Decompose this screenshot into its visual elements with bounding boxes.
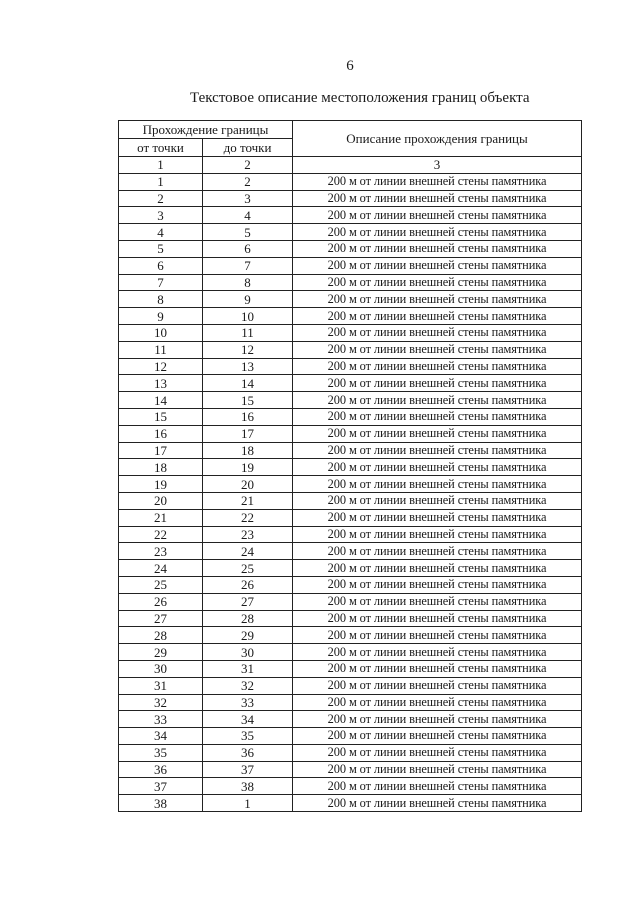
- to-point-cell: 14: [203, 375, 293, 392]
- description-cell: 200 м от линии внешней стены памятника: [293, 543, 582, 560]
- column-number-row: [119, 157, 582, 174]
- description-cell: 200 м от линии внешней стены памятника: [293, 711, 582, 728]
- description-cell: 200 м от линии внешней стены памятника: [293, 728, 582, 745]
- table-row: [119, 644, 582, 661]
- to-point-cell: 12: [203, 341, 293, 358]
- table-row: [119, 257, 582, 274]
- table-row: [119, 476, 582, 493]
- description-cell: 200 м от линии внешней стены памятника: [293, 224, 582, 241]
- description-cell: 200 м от линии внешней стены памятника: [293, 526, 582, 543]
- description-cell: 200 м от линии внешней стены памятника: [293, 308, 582, 325]
- table-row: [119, 526, 582, 543]
- from-point-cell: 24: [119, 560, 203, 577]
- description-cell: 200 м от линии внешней стены памятника: [293, 291, 582, 308]
- from-point-cell: 18: [119, 459, 203, 476]
- from-point-cell: 15: [119, 408, 203, 425]
- from-point-cell: 4: [119, 224, 203, 241]
- to-point-cell: 37: [203, 761, 293, 778]
- description-cell: 200 м от линии внешней стены памятника: [293, 694, 582, 711]
- from-point-cell: 38: [119, 795, 203, 812]
- from-point-cell: 28: [119, 627, 203, 644]
- description-cell: 200 м от линии внешней стены памятника: [293, 257, 582, 274]
- from-point-cell: 27: [119, 610, 203, 627]
- table-row: [119, 173, 582, 190]
- to-point-cell: 28: [203, 610, 293, 627]
- table-row: [119, 543, 582, 560]
- table-row: [119, 240, 582, 257]
- description-cell: 200 м от линии внешней стены памятника: [293, 173, 582, 190]
- to-point-cell: 20: [203, 476, 293, 493]
- to-point-cell: 1: [203, 795, 293, 812]
- to-point-cell: 34: [203, 711, 293, 728]
- header-from-point: от точки: [119, 139, 203, 157]
- table-body: [119, 173, 582, 811]
- description-cell: 200 м от линии внешней стены памятника: [293, 761, 582, 778]
- to-point-cell: 30: [203, 644, 293, 661]
- from-point-cell: 21: [119, 509, 203, 526]
- description-cell: 200 м от линии внешней стены памятника: [293, 274, 582, 291]
- table-row: [119, 274, 582, 291]
- table-row: [119, 761, 582, 778]
- to-point-cell: 18: [203, 442, 293, 459]
- to-point-cell: 13: [203, 358, 293, 375]
- to-point-cell: 4: [203, 207, 293, 224]
- table-row: [119, 207, 582, 224]
- to-point-cell: 29: [203, 627, 293, 644]
- description-cell: 200 м от линии внешней стены памятника: [293, 476, 582, 493]
- table-row: [119, 308, 582, 325]
- from-point-cell: 11: [119, 341, 203, 358]
- table-row: [119, 509, 582, 526]
- table-row: [119, 324, 582, 341]
- table-row: [119, 358, 582, 375]
- description-cell: 200 м от линии внешней стены памятника: [293, 240, 582, 257]
- column-number: 1: [119, 157, 203, 174]
- table-row: [119, 492, 582, 509]
- to-point-cell: 11: [203, 324, 293, 341]
- to-point-cell: 2: [203, 173, 293, 190]
- table-row: [119, 375, 582, 392]
- to-point-cell: 5: [203, 224, 293, 241]
- table-row: [119, 408, 582, 425]
- to-point-cell: 15: [203, 392, 293, 409]
- table-row: [119, 778, 582, 795]
- from-point-cell: 12: [119, 358, 203, 375]
- to-point-cell: 22: [203, 509, 293, 526]
- from-point-cell: 34: [119, 728, 203, 745]
- from-point-cell: 9: [119, 308, 203, 325]
- from-point-cell: 16: [119, 425, 203, 442]
- from-point-cell: 29: [119, 644, 203, 661]
- table-row: [119, 694, 582, 711]
- description-cell: 200 м от линии внешней стены памятника: [293, 375, 582, 392]
- header-description: Описание прохождения границы: [293, 121, 582, 157]
- from-point-cell: 35: [119, 744, 203, 761]
- to-point-cell: 26: [203, 576, 293, 593]
- description-cell: 200 м от линии внешней стены памятника: [293, 660, 582, 677]
- table-row: [119, 425, 582, 442]
- from-point-cell: 25: [119, 576, 203, 593]
- to-point-cell: 32: [203, 677, 293, 694]
- page-number: 6: [346, 58, 354, 74]
- table-row: [119, 728, 582, 745]
- to-point-cell: 25: [203, 560, 293, 577]
- from-point-cell: 19: [119, 476, 203, 493]
- description-cell: 200 м от линии внешней стены памятника: [293, 795, 582, 812]
- to-point-cell: 17: [203, 425, 293, 442]
- table-row: [119, 744, 582, 761]
- to-point-cell: 3: [203, 190, 293, 207]
- description-cell: 200 м от линии внешней стены памятника: [293, 207, 582, 224]
- description-cell: 200 м от линии внешней стены памятника: [293, 492, 582, 509]
- description-cell: 200 м от линии внешней стены памятника: [293, 627, 582, 644]
- to-point-cell: 38: [203, 778, 293, 795]
- description-cell: 200 м от линии внешней стены памятника: [293, 425, 582, 442]
- description-cell: 200 м от линии внешней стены памятника: [293, 560, 582, 577]
- from-point-cell: 22: [119, 526, 203, 543]
- from-point-cell: 23: [119, 543, 203, 560]
- from-point-cell: 5: [119, 240, 203, 257]
- description-cell: 200 м от линии внешней стены памятника: [293, 459, 582, 476]
- from-point-cell: 7: [119, 274, 203, 291]
- table-row: [119, 442, 582, 459]
- from-point-cell: 10: [119, 324, 203, 341]
- to-point-cell: 33: [203, 694, 293, 711]
- from-point-cell: 26: [119, 593, 203, 610]
- table-row: [119, 576, 582, 593]
- to-point-cell: 23: [203, 526, 293, 543]
- description-cell: 200 м от линии внешней стены памятника: [293, 677, 582, 694]
- from-point-cell: 33: [119, 711, 203, 728]
- table-row: [119, 190, 582, 207]
- from-point-cell: 31: [119, 677, 203, 694]
- to-point-cell: 36: [203, 744, 293, 761]
- document-title: Текстовое описание местоположения границ объекта: [190, 90, 530, 106]
- description-cell: 200 м от линии внешней стены памятника: [293, 442, 582, 459]
- header-to-point: до точки: [203, 139, 293, 157]
- table-row: [119, 711, 582, 728]
- description-cell: 200 м от линии внешней стены памятника: [293, 509, 582, 526]
- description-cell: 200 м от линии внешней стены памятника: [293, 744, 582, 761]
- to-point-cell: 31: [203, 660, 293, 677]
- description-cell: 200 м от линии внешней стены памятника: [293, 778, 582, 795]
- from-point-cell: 2: [119, 190, 203, 207]
- to-point-cell: 24: [203, 543, 293, 560]
- table-row: [119, 660, 582, 677]
- from-point-cell: 13: [119, 375, 203, 392]
- boundary-table: [118, 120, 582, 812]
- table-header: [119, 121, 582, 174]
- from-point-cell: 37: [119, 778, 203, 795]
- table-row: [119, 291, 582, 308]
- description-cell: 200 м от линии внешней стены памятника: [293, 576, 582, 593]
- to-point-cell: 6: [203, 240, 293, 257]
- to-point-cell: 21: [203, 492, 293, 509]
- from-point-cell: 30: [119, 660, 203, 677]
- table-row: [119, 560, 582, 577]
- table-row: [119, 459, 582, 476]
- description-cell: 200 м от линии внешней стены памятника: [293, 408, 582, 425]
- table-row: [119, 677, 582, 694]
- from-point-cell: 8: [119, 291, 203, 308]
- header-boundary-passage: Прохождение границы: [119, 121, 293, 139]
- table-row: [119, 392, 582, 409]
- from-point-cell: 3: [119, 207, 203, 224]
- from-point-cell: 14: [119, 392, 203, 409]
- description-cell: 200 м от линии внешней стены памятника: [293, 392, 582, 409]
- from-point-cell: 6: [119, 257, 203, 274]
- table-row: [119, 627, 582, 644]
- to-point-cell: 19: [203, 459, 293, 476]
- description-cell: 200 м от линии внешней стены памятника: [293, 593, 582, 610]
- from-point-cell: 32: [119, 694, 203, 711]
- description-cell: 200 м от линии внешней стены памятника: [293, 358, 582, 375]
- column-number: 3: [293, 157, 582, 174]
- from-point-cell: 1: [119, 173, 203, 190]
- description-cell: 200 м от линии внешней стены памятника: [293, 190, 582, 207]
- to-point-cell: 16: [203, 408, 293, 425]
- table-row: [119, 610, 582, 627]
- from-point-cell: 17: [119, 442, 203, 459]
- column-number: 2: [203, 157, 293, 174]
- description-cell: 200 м от линии внешней стены памятника: [293, 341, 582, 358]
- to-point-cell: 10: [203, 308, 293, 325]
- table-row: [119, 224, 582, 241]
- table-row: [119, 341, 582, 358]
- table-row: [119, 593, 582, 610]
- to-point-cell: 35: [203, 728, 293, 745]
- table-row: [119, 795, 582, 812]
- from-point-cell: 20: [119, 492, 203, 509]
- to-point-cell: 8: [203, 274, 293, 291]
- to-point-cell: 27: [203, 593, 293, 610]
- description-cell: 200 м от линии внешней стены памятника: [293, 324, 582, 341]
- to-point-cell: 7: [203, 257, 293, 274]
- description-cell: 200 м от линии внешней стены памятника: [293, 644, 582, 661]
- description-cell: 200 м от линии внешней стены памятника: [293, 610, 582, 627]
- from-point-cell: 36: [119, 761, 203, 778]
- to-point-cell: 9: [203, 291, 293, 308]
